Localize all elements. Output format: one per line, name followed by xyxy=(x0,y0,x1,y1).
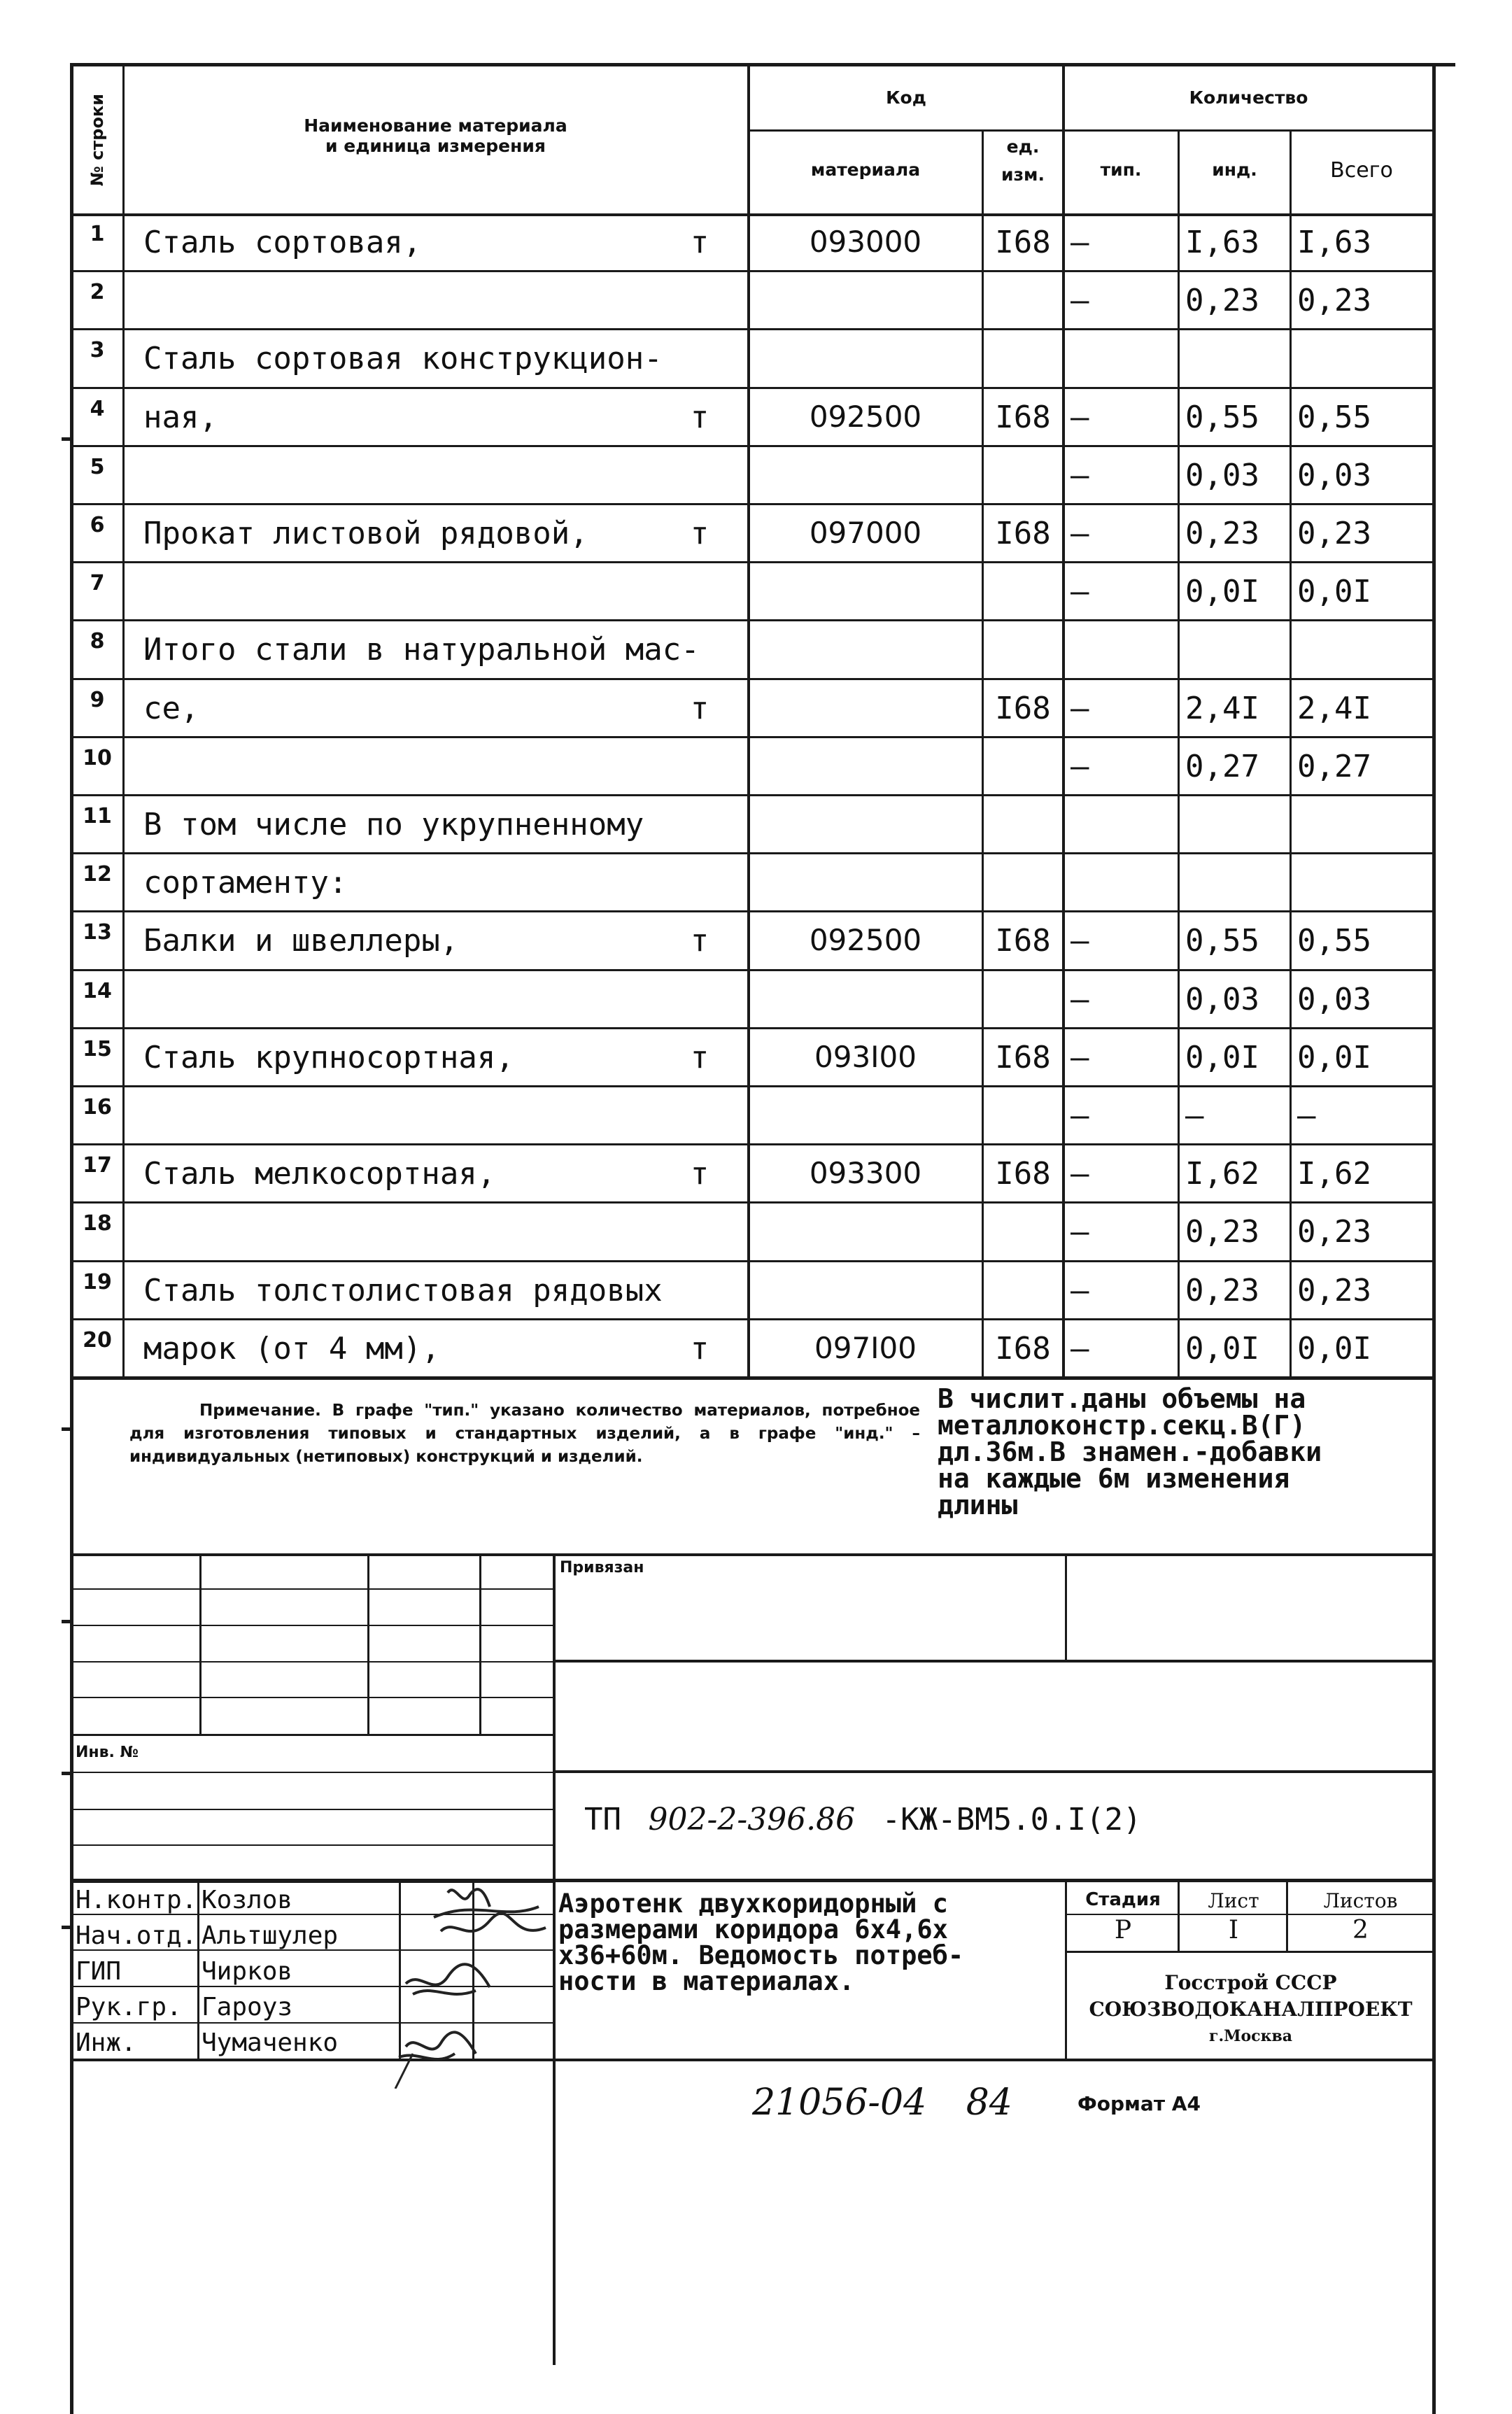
cell-n: 13 xyxy=(83,920,112,945)
cell-code: 097000 xyxy=(809,516,922,550)
cell-name: ная, xyxy=(143,399,218,435)
table-row xyxy=(0,446,1512,504)
cell-total: 0,23 xyxy=(1297,516,1371,551)
cell-ind: 0,23 xyxy=(1185,283,1259,319)
cell-unit: т xyxy=(690,1330,709,1367)
table-row xyxy=(0,1320,1512,1378)
cell-n: 1 xyxy=(90,222,105,246)
cell-n: 20 xyxy=(83,1327,112,1353)
cell-ed: I68 xyxy=(995,1330,1051,1367)
cell-total: 0,23 xyxy=(1297,1214,1371,1250)
cell-total: – xyxy=(1297,1098,1316,1134)
cell-total: 0,0I xyxy=(1297,574,1371,610)
cell-ind: 0,0I xyxy=(1185,574,1259,610)
cell-typ: – xyxy=(1071,574,1089,610)
cell-ind: I,62 xyxy=(1185,1156,1259,1192)
cell-ed: I68 xyxy=(995,923,1051,959)
cell-n: 15 xyxy=(83,1036,112,1061)
cell-unit: т xyxy=(690,923,709,959)
cell-n: 7 xyxy=(90,571,105,596)
cell-n: 5 xyxy=(90,454,105,479)
table-row xyxy=(0,388,1512,446)
cell-ind: 0,55 xyxy=(1185,399,1259,435)
privyazan-label: Привязан xyxy=(560,1559,644,1576)
material-header: материала xyxy=(810,160,921,180)
cell-code: 092500 xyxy=(809,923,922,958)
cell-total: 0,03 xyxy=(1297,457,1371,493)
ind-header: инд. xyxy=(1212,160,1257,180)
cell-typ: – xyxy=(1071,399,1089,435)
table-row xyxy=(0,1087,1512,1145)
cell-code: 093000 xyxy=(809,225,922,259)
staff-list xyxy=(76,1882,338,2061)
cell-n: 12 xyxy=(83,862,112,887)
cell-n: 19 xyxy=(83,1269,112,1294)
cell-code: 093I00 xyxy=(814,1039,917,1074)
cell-total: 0,27 xyxy=(1297,748,1371,784)
document-title: Аэротенк двухкоридорный с размерами коридора 6х4,6х х36+60м. Ведомость потреб- ности в материалах. xyxy=(558,1889,964,1996)
cell-typ: – xyxy=(1071,457,1089,493)
cell-ind: 0,27 xyxy=(1185,748,1259,784)
staff-row: ГИП Чирков xyxy=(76,1957,293,1986)
cell-ind: 0,23 xyxy=(1185,1272,1259,1308)
signatures-icon xyxy=(392,1879,553,2089)
cell-name: сортаменту: xyxy=(143,865,348,901)
cell-total: 0,55 xyxy=(1297,923,1371,959)
table-row xyxy=(0,970,1512,1029)
unit-header: ед. изм. xyxy=(1001,136,1045,185)
cell-name: марок (от 4 мм), xyxy=(143,1330,440,1367)
cell-typ: – xyxy=(1071,981,1089,1017)
cell-total: 0,23 xyxy=(1297,283,1371,319)
table-row xyxy=(0,1203,1512,1261)
cell-typ: – xyxy=(1071,1156,1089,1192)
footer-number: 21056-04 84 xyxy=(752,2082,1012,2124)
table-row xyxy=(0,1262,1512,1320)
cell-typ: – xyxy=(1071,748,1089,784)
cell-ed: I68 xyxy=(995,1156,1051,1192)
cell-code: 093300 xyxy=(809,1156,922,1191)
cell-typ: – xyxy=(1071,1039,1089,1075)
cell-typ: – xyxy=(1071,1098,1089,1134)
cell-ed: I68 xyxy=(995,690,1051,726)
cell-unit: т xyxy=(690,399,709,435)
cell-name: Сталь толстолистовая рядовых xyxy=(143,1272,663,1308)
cell-typ: – xyxy=(1071,283,1089,319)
cell-n: 6 xyxy=(90,513,105,537)
inventory-number-label: Инв. № xyxy=(76,1744,139,1761)
cell-n: 2 xyxy=(90,280,105,305)
staff-row: Н.контр. Козлов xyxy=(76,1886,293,1914)
cell-typ: – xyxy=(1071,1214,1089,1250)
cell-ed: I68 xyxy=(995,516,1051,551)
cell-total: 0,0I xyxy=(1297,1330,1371,1367)
cell-name: Сталь сортовая, xyxy=(143,225,422,260)
staff-row: Инж. Чумаченко xyxy=(76,2028,339,2057)
cell-total: 0,23 xyxy=(1297,1272,1371,1308)
cell-name: Итого стали в натуральной мас- xyxy=(143,632,700,668)
table-row xyxy=(0,213,1512,271)
table-row xyxy=(0,271,1512,330)
cell-total: 2,4I xyxy=(1297,690,1371,726)
table-row xyxy=(0,330,1512,388)
cell-typ: – xyxy=(1071,225,1089,260)
note-text: Примечание. В графе "тип." указано количество материалов, потребное для изготовления типовых и стандартных изделий, а в графе "инд." – индивидуальных (нетиповых) конструкций и изделий. xyxy=(129,1402,920,1466)
cell-n: 16 xyxy=(83,1095,112,1120)
cell-ed: I68 xyxy=(995,1039,1051,1075)
table-row xyxy=(0,679,1512,737)
total-header: Всего xyxy=(1330,158,1393,183)
cell-total: I,63 xyxy=(1297,225,1371,260)
table-row xyxy=(0,796,1512,854)
cell-code: 092500 xyxy=(809,399,922,434)
table-row xyxy=(0,1145,1512,1203)
cell-ind: 0,0I xyxy=(1185,1039,1259,1075)
cell-typ: – xyxy=(1071,1330,1089,1367)
cell-name: Сталь крупносортная, xyxy=(143,1039,514,1075)
cell-total: 0,55 xyxy=(1297,399,1371,435)
footer-format: Формат А4 xyxy=(1078,2092,1201,2115)
table-row xyxy=(0,1029,1512,1087)
document-code: ТП 902-2-396.86 -КЖ-ВМ5.0.I(2) xyxy=(584,1802,1142,1837)
cell-name: се, xyxy=(143,690,199,726)
table-row xyxy=(0,912,1512,970)
cell-n: 11 xyxy=(83,804,112,828)
cell-unit: т xyxy=(690,516,709,551)
cell-unit: т xyxy=(690,225,709,260)
cell-ind: 2,4I xyxy=(1185,690,1259,726)
cell-n: 10 xyxy=(83,745,112,770)
cell-total: I,62 xyxy=(1297,1156,1371,1192)
cell-typ: – xyxy=(1071,516,1089,551)
stage-value: Р xyxy=(1114,1916,1132,1944)
staff-row: Рук.гр. Гароуз xyxy=(76,1993,293,2021)
cell-code: 097I00 xyxy=(814,1330,917,1365)
quantity-header: Количество xyxy=(1189,87,1308,108)
table-row xyxy=(0,854,1512,912)
cell-total: 0,0I xyxy=(1297,1039,1371,1075)
code-header: Код xyxy=(886,87,926,108)
stage-label: Стадия xyxy=(1085,1889,1161,1910)
cell-ind: 0,55 xyxy=(1185,923,1259,959)
cell-typ: – xyxy=(1071,923,1089,959)
staff-row: Нач.отд. Альтшулер xyxy=(76,1921,339,1950)
sheets-value: 2 xyxy=(1352,1916,1369,1944)
sheet-label: Лист xyxy=(1208,1889,1259,1912)
table-row xyxy=(0,563,1512,621)
cell-ind: – xyxy=(1185,1098,1204,1134)
cell-typ: – xyxy=(1071,1272,1089,1308)
cell-ind: 0,03 xyxy=(1185,981,1259,1017)
cell-name: В том числе по укрупненному xyxy=(143,807,644,842)
cell-unit: т xyxy=(690,690,709,726)
typ-header: тип. xyxy=(1100,160,1142,180)
cell-n: 14 xyxy=(83,978,112,1003)
cell-unit: т xyxy=(690,1156,709,1192)
cell-total: 0,03 xyxy=(1297,981,1371,1017)
cell-ind: I,63 xyxy=(1185,225,1259,260)
cell-ed: I68 xyxy=(995,399,1051,435)
cell-unit: т xyxy=(690,1039,709,1075)
cell-ind: 0,03 xyxy=(1185,457,1259,493)
cell-name: Сталь сортовая конструкцион- xyxy=(143,341,663,377)
cell-n: 9 xyxy=(90,687,105,712)
cell-ind: 0,0I xyxy=(1185,1330,1259,1367)
cell-ind: 0,23 xyxy=(1185,516,1259,551)
cell-name: Балки и швеллеры, xyxy=(143,923,459,959)
cell-typ: – xyxy=(1071,690,1089,726)
cell-ind: 0,23 xyxy=(1185,1214,1259,1250)
name-header: Наименование материала и единица измерения xyxy=(304,115,567,156)
cell-n: 18 xyxy=(83,1211,112,1236)
table-row xyxy=(0,737,1512,796)
cell-name: Сталь мелкосортная, xyxy=(143,1156,496,1192)
sheets-label: Листов xyxy=(1323,1889,1398,1912)
organization: Госстрой СССР СОЮЗВОДОКАНАЛПРОЕКТ г.Москва xyxy=(1089,1971,1413,2045)
row-number-header: № строки xyxy=(87,93,107,187)
cell-n: 17 xyxy=(83,1153,112,1178)
table-row xyxy=(0,504,1512,563)
cell-name: Прокат листовой рядовой, xyxy=(143,516,588,551)
table-row xyxy=(0,621,1512,679)
cell-ed: I68 xyxy=(995,225,1051,260)
sheet-value: I xyxy=(1228,1916,1239,1944)
stamp-text: В числит.даны объемы на металлоконстр.секц.В(Г) дл.36м.В знамен.-добавки на каждые 6м изменения длины xyxy=(938,1383,1322,1520)
cell-n: 3 xyxy=(90,338,105,363)
cell-n: 4 xyxy=(90,396,105,421)
cell-n: 8 xyxy=(90,629,105,654)
